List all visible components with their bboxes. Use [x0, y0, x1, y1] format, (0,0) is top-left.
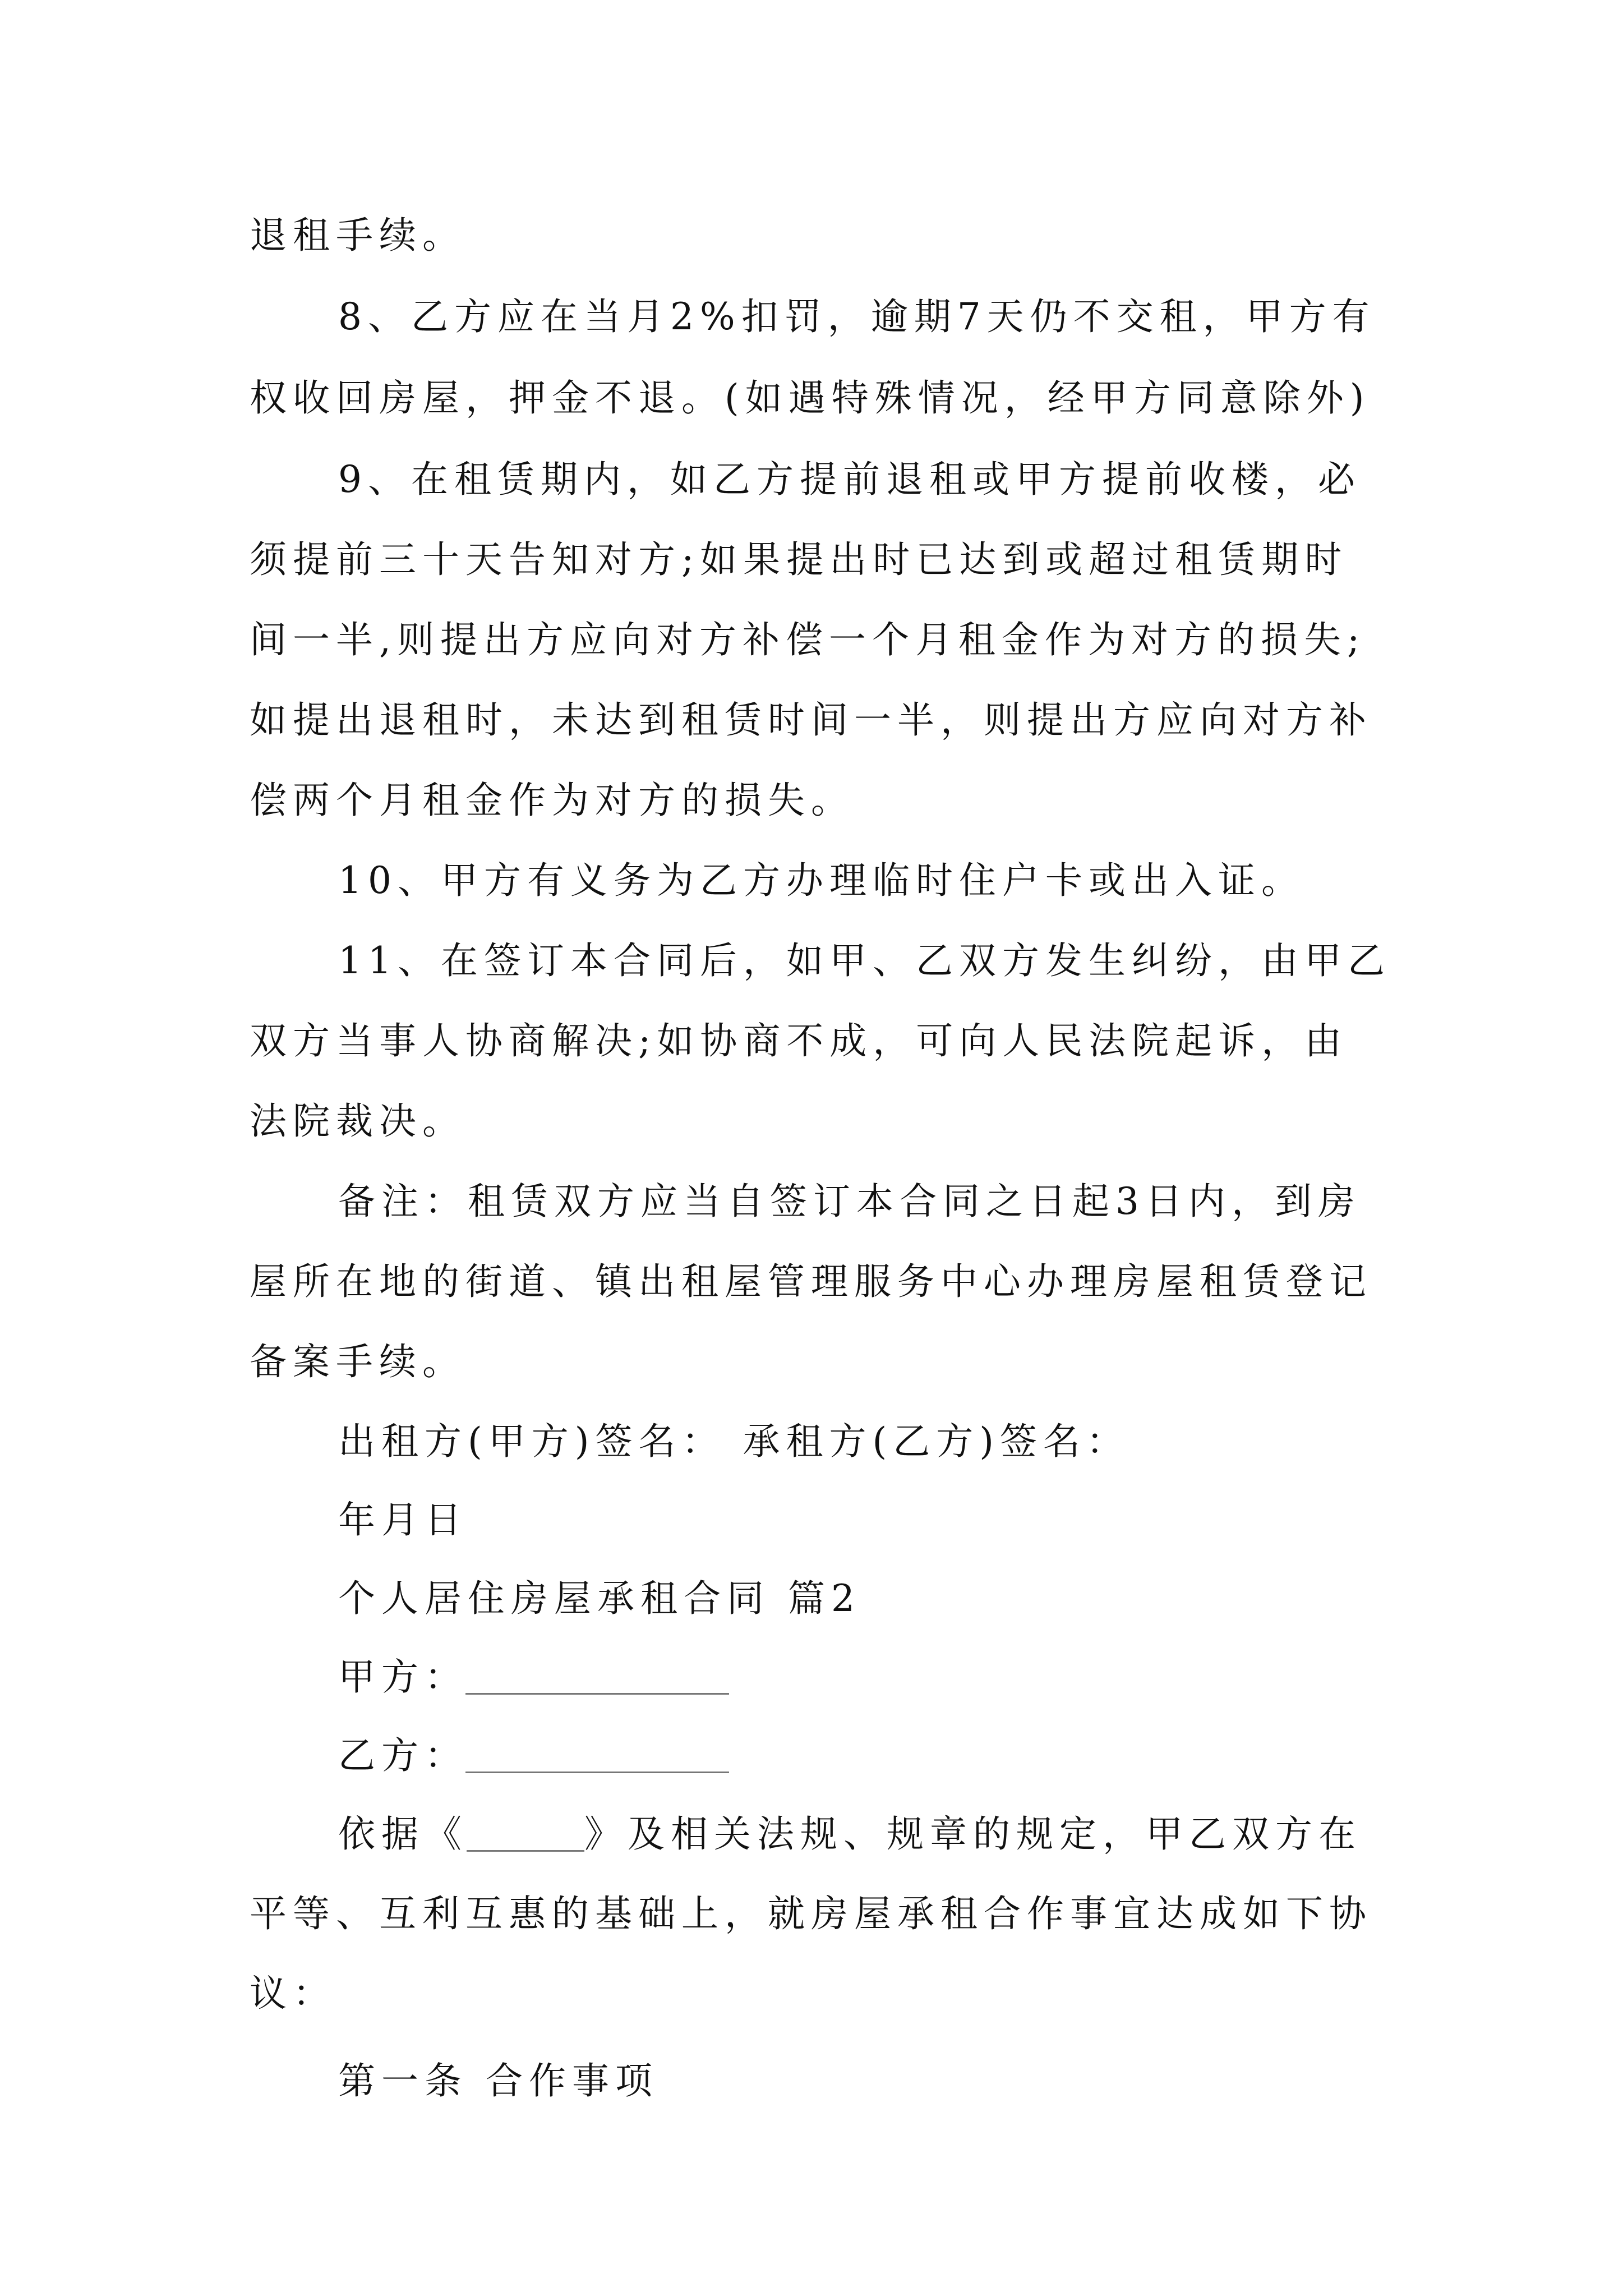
text-line [0, 772, 1623, 857]
article-title: 第一条 合作事项 [338, 2059, 658, 2102]
text-line [0, 1093, 1623, 1177]
text-line [0, 532, 1623, 616]
line-text: 依据《 [338, 1812, 468, 1856]
party-b-blank [465, 1772, 729, 1773]
text-line [0, 853, 1623, 937]
line-text: 须提前三十天告知对方;如果提出时已达到或超过租赁期时 [250, 538, 1348, 581]
text-line [0, 692, 1623, 776]
text-line [0, 1966, 1623, 2050]
signature-line [0, 1414, 1623, 1498]
date-placeholder: 年月日 [338, 1498, 468, 1542]
text-line [0, 1174, 1623, 1258]
party-a-label: 甲方： [338, 1655, 468, 1699]
text-line [0, 1886, 1623, 1970]
line-text: 退租手续。 [250, 214, 465, 257]
party-b-label: 乙方： [338, 1734, 468, 1777]
line-text: 10、甲方有义务为乙方办理临时住户卡或出入证。 [338, 859, 1304, 902]
section-heading [0, 1571, 1623, 1655]
text-line [0, 933, 1623, 1017]
line-text: 双方当事人协商解决;如协商不成，可向人民法院起诉，由 [250, 1019, 1348, 1062]
line-text: 9、在租赁期内，如乙方提前退租或甲方提前收楼，必 [338, 458, 1361, 501]
line-text: 平等、互利互惠的基础上，就房屋承租合作事宜达成如下协 [250, 1892, 1372, 1935]
text-line [0, 1334, 1623, 1418]
line-text: 8、乙方应在当月2%扣罚，逾期7天仍不交租，甲方有 [338, 295, 1376, 338]
line-text: 备案手续。 [250, 1340, 465, 1383]
signature-labels: 出租方(甲方)签名： 承租方(乙方)签名： [338, 1420, 1129, 1463]
line-text: 权收回房屋，押金不退。(如遇特殊情况，经甲方同意除外) [250, 376, 1371, 420]
line-text: 屋所在地的街道、镇出租屋管理服务中心办理房屋租赁登记 [250, 1260, 1372, 1303]
text-line [0, 370, 1623, 454]
line-text: 备注：租赁双方应当自签订本合同之日起3日内，到房 [338, 1180, 1361, 1223]
line-text: 偿两个月租金作为对方的损失。 [250, 779, 854, 822]
text-line [0, 1013, 1623, 1097]
party-b-line [0, 1728, 1623, 1812]
text-line [0, 612, 1623, 696]
line-text: 》及相关法规、规章的规定，甲乙双方在 [584, 1812, 1362, 1856]
text-line [0, 1254, 1623, 1338]
text-line [0, 452, 1623, 536]
party-a-line [0, 1649, 1623, 1733]
article-heading [0, 2053, 1623, 2137]
line-text: 11、在签订本合同后，如甲、乙双方发生纠纷，由甲乙 [338, 939, 1391, 982]
party-a-blank [465, 1693, 729, 1695]
text-line [0, 289, 1623, 373]
contract-title: 个人居住房屋承租合同 篇2 [338, 1577, 861, 1620]
text-line [0, 1806, 1623, 1890]
date-line [0, 1492, 1623, 1576]
line-text: 议： [250, 1972, 336, 2015]
law-name-blank [467, 1850, 584, 1852]
line-text: 如提出退租时，未达到租赁时间一半，则提出方应向对方补 [250, 698, 1372, 742]
line-text: 间一半,则提出方应向对方补偿一个月租金作为对方的损失; [250, 618, 1366, 661]
line-text: 法院裁决。 [250, 1099, 465, 1143]
text-line [0, 208, 1623, 292]
